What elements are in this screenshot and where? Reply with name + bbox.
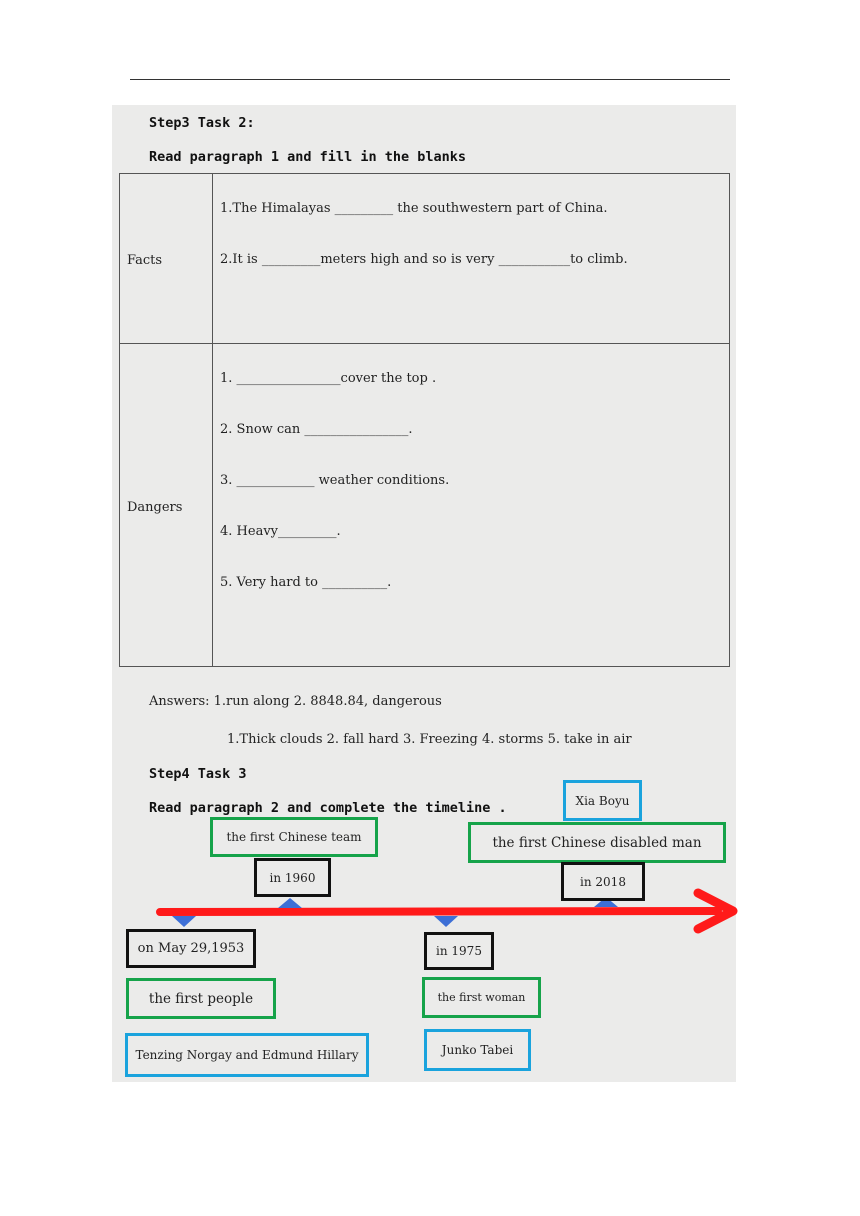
- achievement-box-2018: the first Chinese disabled man: [468, 822, 726, 863]
- dangers-item[interactable]: 1. ________________cover the top .: [220, 371, 437, 386]
- step3-instruction: Read paragraph 1 and fill in the blanks: [149, 149, 466, 165]
- step3-heading: Step3 Task 2:: [149, 115, 255, 131]
- step4-instruction: Read paragraph 2 and complete the timeline .: [149, 800, 507, 816]
- timeline-arrow-shaft: [160, 911, 718, 912]
- person-box-1975: Junko Tabei: [424, 1029, 531, 1071]
- marker-1953: [172, 916, 196, 927]
- dangers-item[interactable]: 2. Snow can ________________.: [220, 422, 413, 437]
- facts-item[interactable]: 2.It is _________meters high and so is very ___________to climb.: [220, 252, 628, 267]
- achievement-box-1975: the first woman: [422, 977, 541, 1018]
- facts-item[interactable]: 1.The Himalayas _________ the southwestern part of China.: [220, 201, 608, 216]
- dangers-label: Dangers: [127, 499, 183, 515]
- marker-1975: [434, 916, 458, 927]
- achievement-box-1960: the first Chinese team: [210, 817, 378, 857]
- person-box-1953: Tenzing Norgay and Edmund Hillary: [125, 1033, 369, 1077]
- date-box-1975: in 1975: [424, 932, 494, 970]
- marker-1960: [278, 898, 302, 908]
- dangers-item[interactable]: 4. Heavy_________.: [220, 524, 341, 539]
- step4-heading: Step4 Task 3: [149, 766, 247, 782]
- dangers-item[interactable]: 3. ____________ weather conditions.: [220, 473, 450, 488]
- date-box-1960: in 1960: [254, 858, 331, 897]
- person-box-2018: Xia Boyu: [563, 780, 642, 821]
- achievement-box-1953: the first people: [126, 978, 276, 1019]
- facts-label: Facts: [127, 253, 163, 268]
- date-box-2018: in 2018: [561, 862, 645, 901]
- date-box-1953: on May 29,1953: [126, 929, 256, 968]
- answers-line-1: Answers: 1.run along 2. 8848.84, dangerous: [149, 694, 442, 709]
- answers-line-2: 1.Thick clouds 2. fall hard 3. Freezing 4. storms 5. take in air: [227, 732, 632, 747]
- dangers-item[interactable]: 5. Very hard to __________.: [220, 575, 392, 590]
